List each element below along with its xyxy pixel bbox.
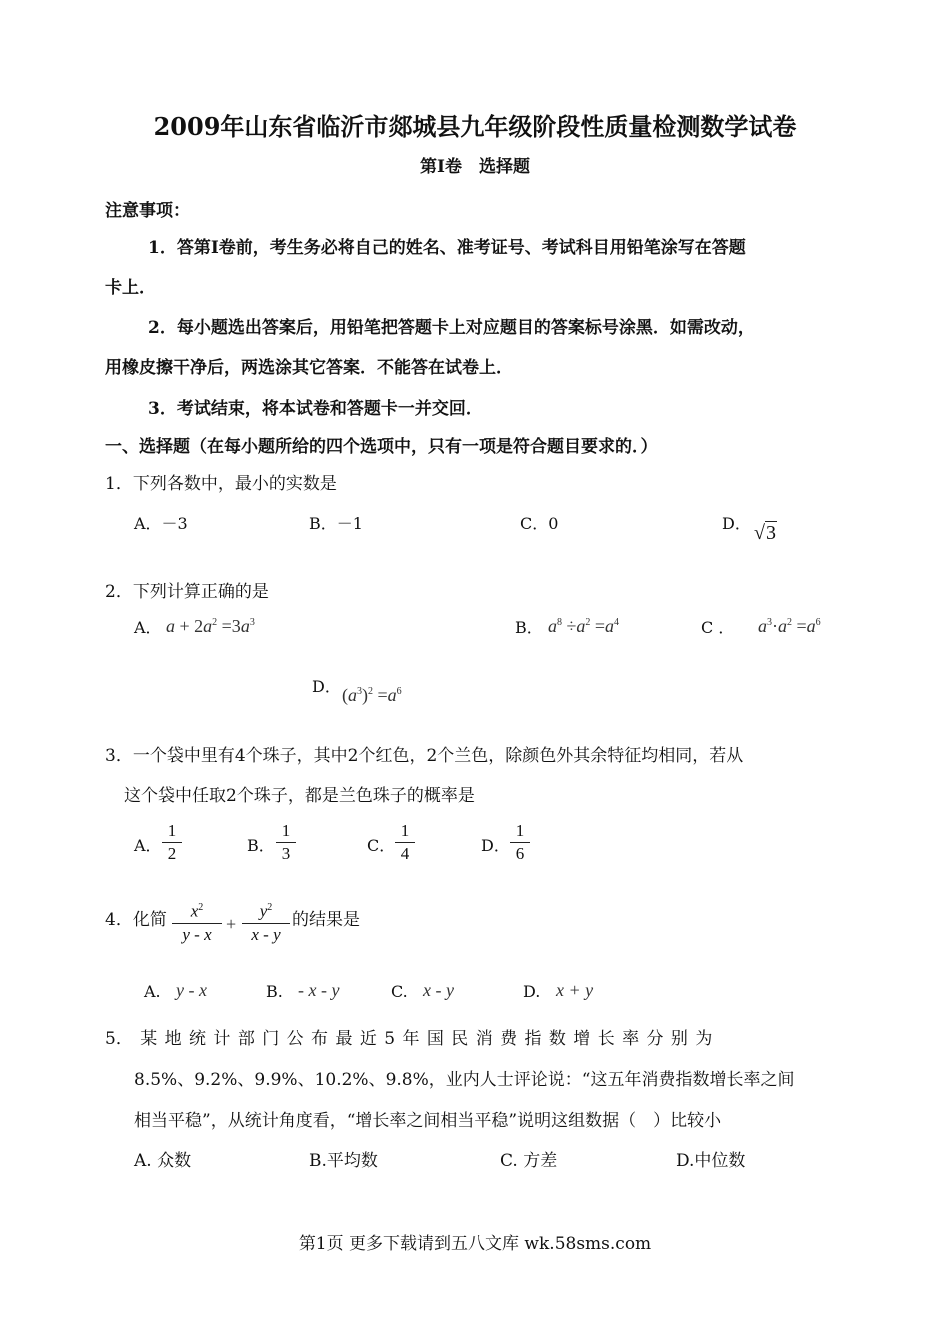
q2-option-c-expr: $a^3\cdot a^2 =a^6$ bbox=[758, 616, 821, 636]
q4-option-a-expr: y - x bbox=[176, 980, 207, 1000]
notice-item-2b: 用橡皮擦干净后，两选涂其它答案．不能答在试卷上． bbox=[105, 358, 513, 378]
fraction-denominator: 6 bbox=[515, 844, 525, 863]
q3-option-a-label: A． bbox=[134, 836, 162, 855]
q1-option-d-sqrt: √3 bbox=[754, 522, 776, 544]
fraction-numerator: 1 bbox=[281, 821, 291, 840]
notice-heading: 注意事项： bbox=[105, 201, 190, 221]
q5-option-a: A. 众数 bbox=[134, 1151, 192, 1171]
page-footer: 第1页 更多下载请到五八文库 wk.58sms.com bbox=[298, 1234, 652, 1254]
q1-option-a: A．－3 bbox=[134, 514, 188, 533]
notice-item-3: 3．考试结束，将本试卷和答题卡一并交回． bbox=[148, 399, 483, 419]
q5-stem-a: 5． 某 地 统 计 部 门 公 布 最 近 5 年 国 民 消 费 指 数 增 长 率 分 别 为 bbox=[105, 1029, 713, 1049]
q1-option-c: C．0 bbox=[520, 514, 559, 533]
q2-option-c-label: C ． bbox=[701, 618, 735, 637]
q3-stem-b: 这个袋中任取2个珠子，都是兰色珠子的概率是 bbox=[124, 786, 475, 806]
q5-option-c: C. 方差 bbox=[500, 1151, 558, 1171]
q3-option-c-fraction bbox=[395, 821, 415, 864]
q1-stem: 1．下列各数中，最小的实数是 bbox=[105, 474, 337, 494]
q3-option-b-label: B． bbox=[247, 836, 275, 855]
q2-option-a-expr: $a + 2a^2 =3a^3$ bbox=[166, 616, 255, 636]
q2-option-d-expr: $(a^3)^2 =a^6$ bbox=[342, 685, 402, 705]
fraction-numerator: 1 bbox=[400, 821, 410, 840]
q4-option-d-expr: x + y bbox=[556, 980, 594, 1000]
q3-stem-a: 3．一个袋中里有4个珠子，其中2个红色，2个兰色，除颜色外其余特征均相同，若从 bbox=[105, 746, 744, 766]
q5-stem-c: 相当平稳”，从统计角度看，“增长率之间相当平稳”说明这组数据（ ）比较小 bbox=[134, 1111, 722, 1131]
q4-stem-tail: 的结果是 bbox=[292, 910, 360, 930]
q4-fraction-1: $x^2$ y - x bbox=[172, 898, 222, 945]
q4-option-c-expr: x - y bbox=[423, 980, 454, 1000]
q3-option-d-label: D． bbox=[481, 836, 510, 855]
notice-item-1b: 卡上． bbox=[105, 278, 156, 298]
q4-option-d-label: D. bbox=[523, 982, 541, 1001]
q2-option-b-label: B． bbox=[515, 618, 543, 637]
fraction-numerator: 1 bbox=[515, 821, 525, 840]
q3-option-b-fraction bbox=[276, 821, 296, 864]
q3-option-a-fraction bbox=[162, 821, 182, 864]
page-title: 2009年山东省临沂市郯城县九年级阶段性质量检测数学试卷 bbox=[153, 112, 797, 141]
q2-option-a-label: A． bbox=[134, 618, 162, 637]
q5-option-d: D.中位数 bbox=[676, 1151, 746, 1171]
notice-item-1a: 1．答第Ⅰ卷前，考生务必将自己的姓名、准考证号、考试科目用铅笔涂写在答题 bbox=[148, 238, 746, 258]
q5-stem-b: 8.5%、9.2%、9.9%、10.2%、9.8%，业内人士评论说：“这五年消费指数增长率之间 bbox=[134, 1070, 795, 1090]
q4-option-b-label: B. bbox=[266, 982, 283, 1001]
q4-plus-sign: + bbox=[226, 914, 237, 934]
q3-option-c-label: C． bbox=[367, 836, 396, 855]
q1-option-b: B．－1 bbox=[309, 514, 363, 533]
q4-fraction-2: $y^2$ x - y bbox=[242, 898, 290, 945]
fraction-denominator: 4 bbox=[400, 844, 410, 863]
q5-option-b: B.平均数 bbox=[309, 1151, 378, 1171]
q2-option-b-expr: $a^8 \div a^2 =a^4$ bbox=[548, 616, 620, 636]
section-subtitle: 第Ⅰ卷 选择题 bbox=[420, 157, 530, 177]
q1-radicand: 3 bbox=[765, 522, 776, 544]
q4-stem: 4．化简 bbox=[105, 910, 167, 930]
q4-option-c-label: C. bbox=[391, 982, 408, 1001]
q4-option-b-expr: - x - y bbox=[298, 980, 340, 1000]
fraction-numerator: 1 bbox=[167, 821, 177, 840]
fraction-denominator: 2 bbox=[167, 844, 177, 863]
q4-option-a-label: A. bbox=[144, 982, 161, 1001]
section-heading: 一、选择题（在每小题所给的四个选项中，只有一项是符合题目要求的．） bbox=[105, 437, 658, 457]
q3-option-d-fraction bbox=[510, 821, 530, 864]
fraction-denominator: 3 bbox=[281, 844, 291, 863]
q2-stem: 2．下列计算正确的是 bbox=[105, 582, 269, 602]
q2-option-d-label: D． bbox=[312, 677, 341, 696]
q1-option-d: D． bbox=[722, 514, 751, 533]
notice-item-2a: 2．每小题选出答案后，用铅笔把答题卡上对应题目的答案标号涂黑．如需改动， bbox=[148, 318, 755, 338]
